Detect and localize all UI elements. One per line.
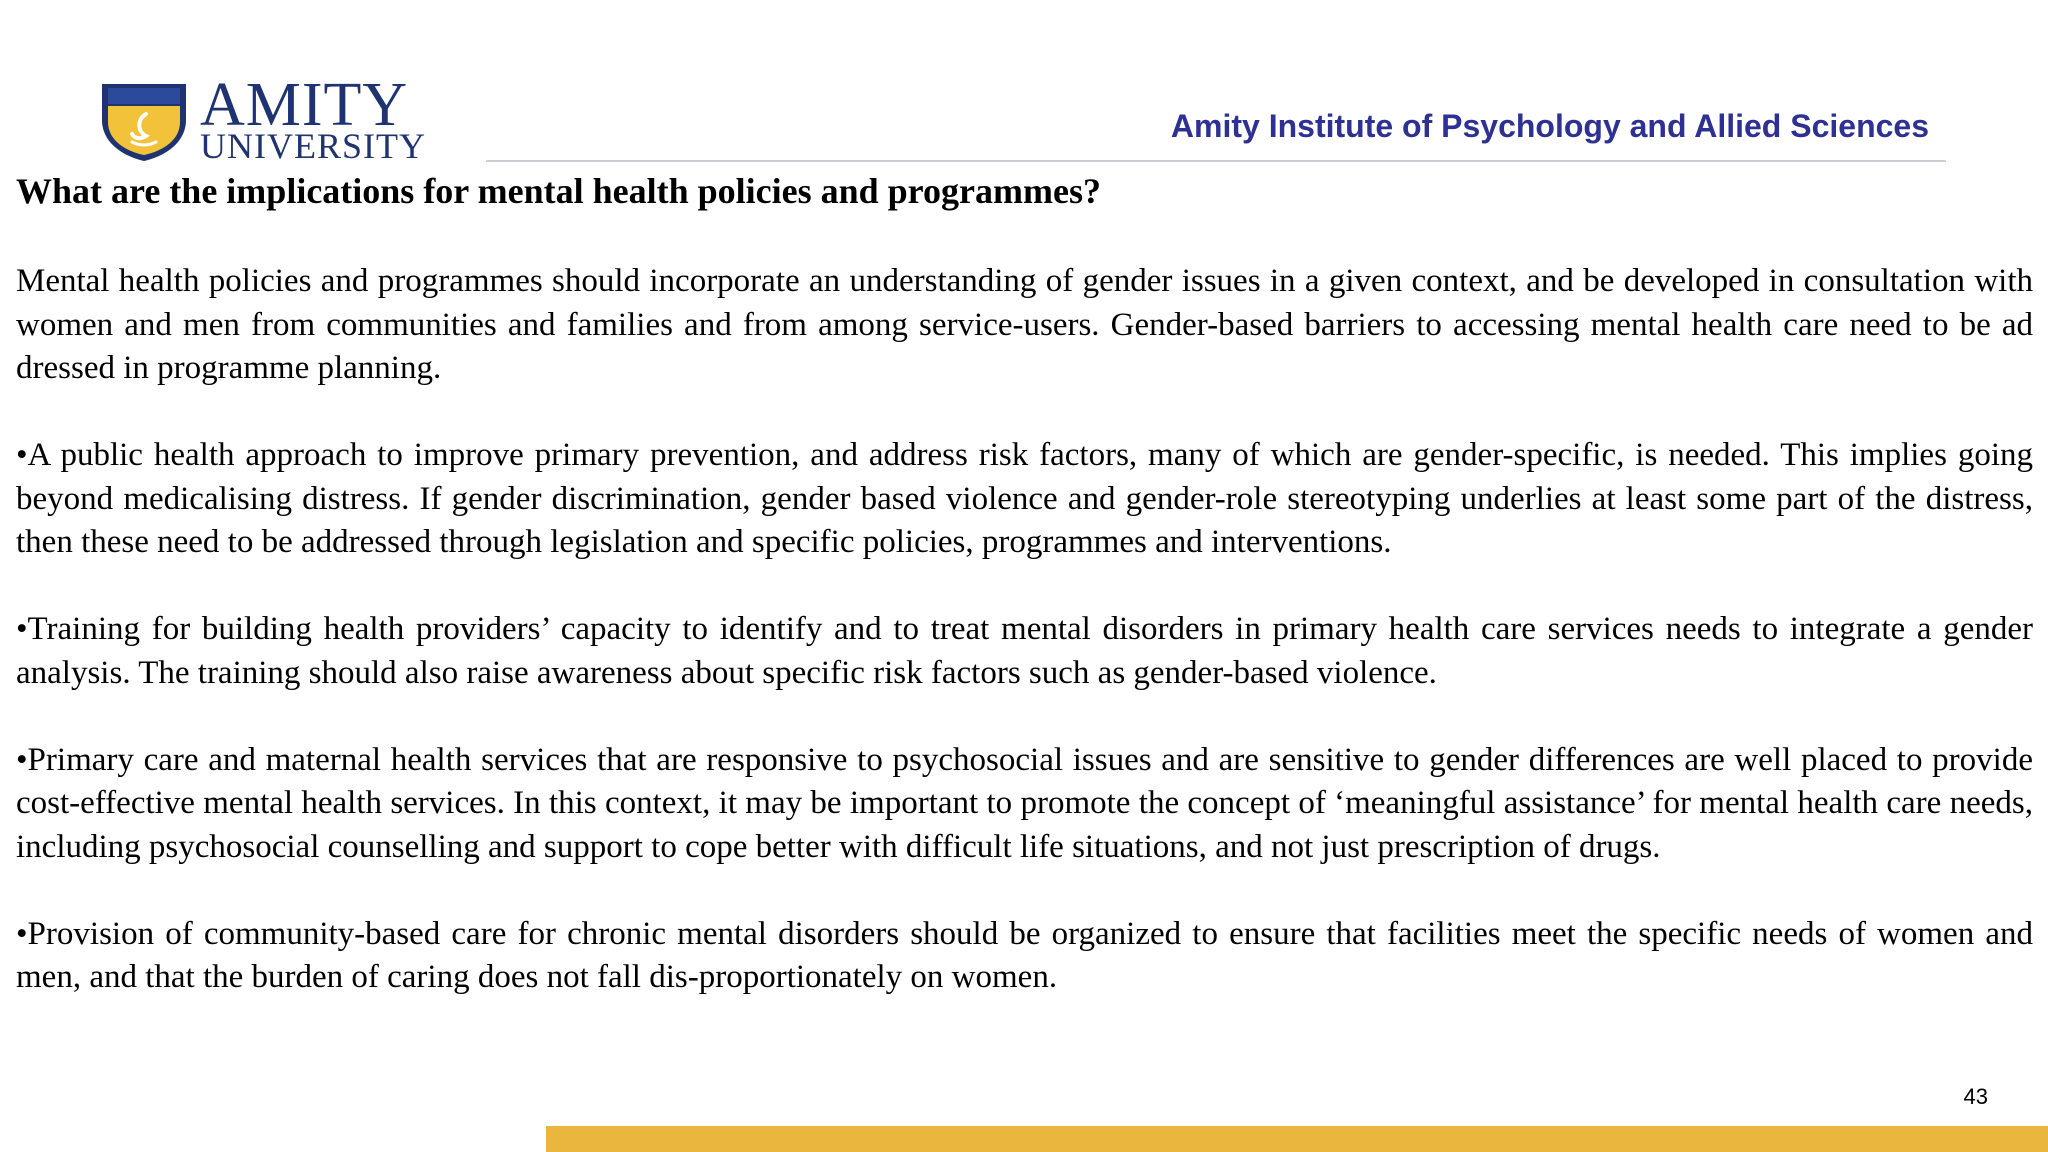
bullet-public-health: •A public health approach to improve primary prevention, and address risk factors, many of which are gender-specific, is needed. This implies going beyond medicalising distress. If gender discrimination, gender based violence and gender-role stereotyping underlies at least some part of the distress, then these need to be addressed through legislation and specific policies, programmes and interventions. (16, 437, 2033, 560)
slide-body (16, 260, 2033, 1000)
page-number: 43 (1963, 1084, 1988, 1109)
bullet-community-care: •Provision of community-based care for chronic mental disorders should be organized to ensure that facilities meet the specific needs of women and men, and that the burden of caring does not fall dis-proportionately on women. (16, 915, 2033, 995)
logo-subtitle: UNIVERSITY (200, 126, 426, 166)
slide-title: What are the implications for mental health policies and programmes? (16, 171, 1101, 211)
bullet-primary-care: •Primary care and maternal health services that are responsive to psychosocial issues and are sensitive to gender differences are well placed to provide cost-effective mental health services. In this context, it may be important to promote the concept of ‘meaningful assistance’ for mental health care needs, including psychosocial counselling and support to cope better with difficult life situations, and not just prescription of drugs. (16, 741, 2033, 865)
intro-paragraph: Mental health policies and programmes should incorporate an understanding of gender issues in a given context, and be developed in consultation with women and men from communities and families and from among service-users. Gender-based barriers to accessing mental health care need to be ad dressed in programme planning. (16, 263, 2033, 386)
header-divider (486, 160, 1946, 162)
amity-university-logo (96, 71, 446, 166)
logo-wordmark: AMITY (200, 71, 409, 139)
bullet-training: •Training for building health providers’ capacity to identify and to treat mental disorders in primary health care services needs to integrate a gender analysis. The training should also raise awareness about specific risk factors such as gender-based violence. (16, 611, 2033, 691)
amity-shield-icon (96, 80, 192, 162)
institute-name: Amity Institute of Psychology and Allied Sciences (1170, 108, 1929, 144)
footer-accent-bar (546, 1126, 2048, 1152)
